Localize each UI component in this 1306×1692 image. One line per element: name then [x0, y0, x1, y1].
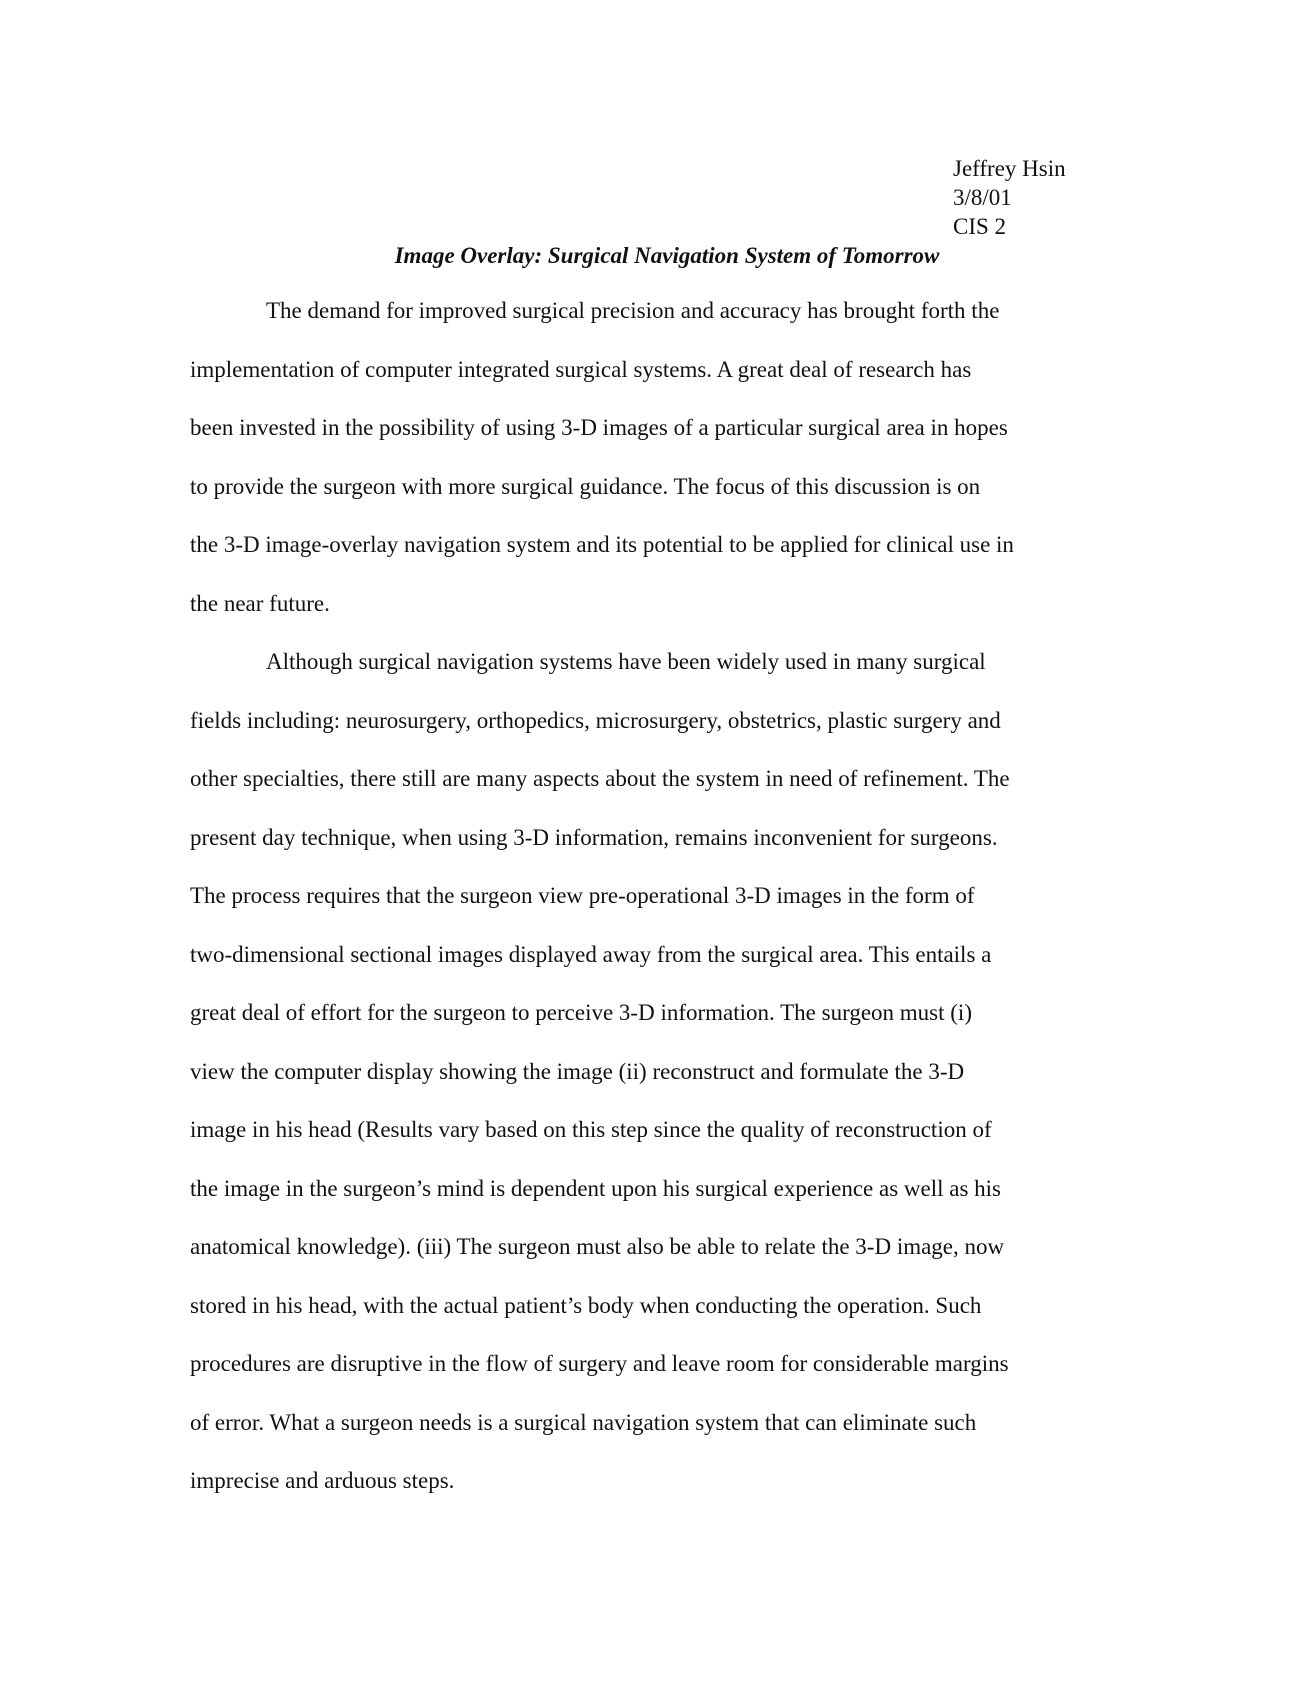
text-line: to provide the surgeon with more surgical guidance. The focus of this discussion is on [190, 473, 981, 499]
paragraph-2 [190, 647, 1110, 1525]
text-line: imprecise and arduous steps. [190, 1468, 455, 1493]
document-body [190, 296, 1110, 1525]
text-line: the 3-D image-overlay navigation system and its potential to be applied for clinical use in [190, 532, 1014, 557]
text-line: the image in the surgeon’s mind is dependent upon his surgical experience as well as his [190, 1175, 1001, 1201]
course-name: CIS 2 [953, 214, 1007, 239]
text-line: been invested in the possibility of using 3-D images of a particular surgical area in hopes [190, 415, 1008, 440]
text-line: view the computer display showing the image (ii) reconstruct and formulate the 3-D [190, 1058, 965, 1084]
text-line: stored in his head, with the actual patient’s body when conducting the operation. Such [190, 1292, 982, 1318]
text-line: present day technique, when using 3-D information, remains inconvenient for surgeons. [190, 824, 998, 850]
text-line: the near future. [190, 590, 330, 616]
text-line: Although surgical navigation systems have been widely used in many surgical [266, 649, 986, 674]
paragraph-1 [190, 296, 1110, 647]
text-line: image in his head (Results vary based on this step since the quality of reconstruction of [190, 1117, 992, 1142]
text-line: The demand for improved surgical precision and accuracy has brought forth the [266, 298, 1000, 323]
text-line: two-dimensional sectional images displayed away from the surgical area. This entails a [190, 941, 992, 967]
document-date: 3/8/01 [953, 185, 1012, 210]
text-line: procedures are disruptive in the flow of surgery and leave room for considerable margins [190, 1351, 1009, 1376]
text-line: fields including: neurosurgery, orthopedics, microsurgery, obstetrics, plastic surgery and [190, 707, 1001, 733]
text-line: implementation of computer integrated surgical systems. A great deal of research has [190, 356, 972, 382]
author-name: Jeffrey Hsin [953, 156, 1066, 181]
text-line: great deal of effort for the surgeon to perceive 3-D information. The surgeon must (i) [190, 1000, 972, 1025]
text-line: of error. What a surgeon needs is a surgical navigation system that can eliminate such [190, 1409, 977, 1435]
header-block [953, 154, 1066, 241]
text-line: The process requires that the surgeon view pre-operational 3-D images in the form of [190, 883, 975, 908]
text-line: anatomical knowledge). (iii) The surgeon must also be able to relate the 3-D image, now [190, 1234, 1005, 1259]
document-title: Image Overlay: Surgical Navigation System of Tomorrow [394, 243, 940, 268]
text-line: other specialties, there still are many aspects about the system in need of refinement. The [190, 766, 1010, 791]
